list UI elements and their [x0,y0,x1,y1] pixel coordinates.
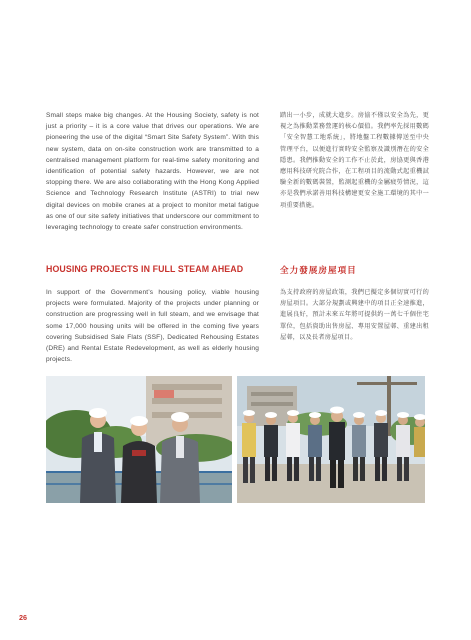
english-section-body [46,287,259,365]
group-photo [237,376,425,503]
section-paragraph-en: In support of the Government’s housing policy, viable housing projects were formulated. Majority of the projects under planning or construction are progressing well in full steam, and we envisage that some 17,000 housing units will be offered in the coming five years covering Subsidised Sale Flats (SSF), Dedicated Rehousing Estates (DRE) and Rental Estate Redevelopment, as well as elderly housing projects. [46,289,259,364]
page-number: 26 [19,613,27,622]
section-heading-zh: 全力發展房屋項目 [280,266,357,276]
chinese-section-body [280,287,429,343]
section-paragraph-zh: 為支持政府的房屋政策，我們已擬定多個切實可行的房屋項目。大部分規劃或興建中的項目正全速推進，進展良好，預計未來五年將可提供約一萬七千個住宅單位，包括資助出售房屋、專用安置屋邨、重建出租屋邨，以及長者房屋項目。 [280,289,429,341]
intro-paragraph-zh: 踏出一小步，成就大進步。房協不僅以安全為先，更視之為推動業務營運的核心價值。我們率先採用數碼「安全智慧工地系統」，將地盤工程數據傳送至中央管理平台，以便進行實時安全監察及識別潛在的安全隱患。我們推動安全的工作不止於此，房協更與香港應用科技研究院合作，在工程項目的流動式起重機試驗全新的數碼裝置，監測起重機的金屬疲勞情況，這亦是我們承諾善用科技構建更安全施工環境的其中一項重要措施。 [280,112,429,209]
chinese-column [280,110,429,211]
chinese-section [280,264,429,276]
intro-paragraph-en: Small steps make big changes. At the Housing Society, safety is not just a priority – it is a core value that drives our operations. We are pioneering the use of the digital “Smart Site Safety System”. With this new system, data on on-site construction work are transmitted to a centralised management platform for real-time safety monitoring and identification of potential safety hazards. However, we are not stopping there. We are also collaborating with the Hong Kong Applied Science and Technology Research Institute (ASTRI) to trial new digital devices on mobile cranes at a project to monitor metal fatigue as one of our site safety initiatives that underscore our commitment to leveraging technology to create safer construction environments. [46,112,259,232]
english-section [46,264,259,274]
english-column [46,110,259,233]
site-visit-photo [46,376,232,503]
section-heading-en: HOUSING PROJECTS IN FULL STEAM AHEAD [46,264,244,274]
